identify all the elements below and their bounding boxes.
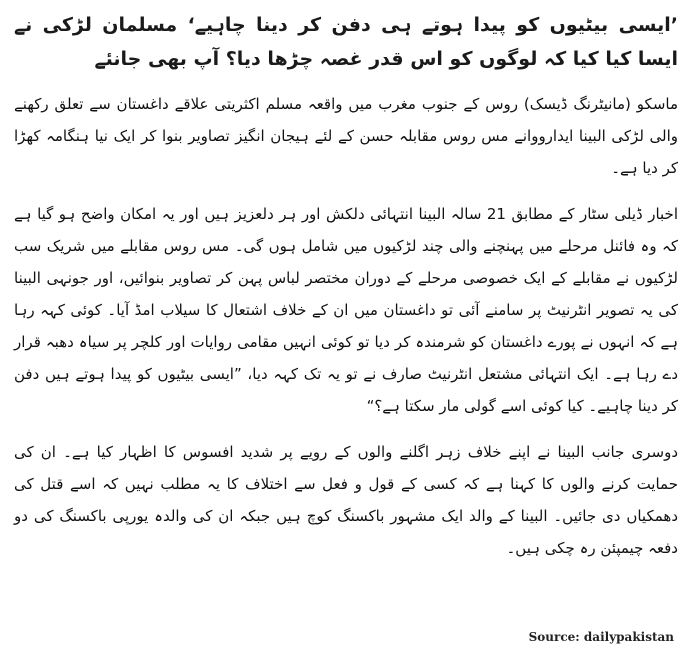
article: [14, 8, 678, 578]
source-credit: Source: dailypakistan: [528, 630, 674, 644]
article-paragraph-3: دوسری جانب البینا نے اپنے خلاف زہر اگلنے والوں کے رویے پر شدید افسوس کا اظہار کیا ہے۔ ان کی حمایت کرنے والوں کا کہنا ہے کہ کسی کے قول و فعل سے اختلاف کا یہ مطلب نہیں کہ اسے قتل کی دھمکیاں دی جائیں۔ البینا کے والد ایک مشہور باکسنگ کوچ ہیں جبکہ ان کی والدہ یورپی باکسنگ کی دو دفعہ چیمپئن رہ چکی ہیں۔: [14, 443, 678, 557]
article-headline: ’ایسی بیٹیوں کو پیدا ہوتے ہی دفن کر دینا چاہیے‘ مسلمان لڑکی نے ایسا کیا کیا کہ لوگوں کو اس قدر غصہ چڑھا دیا؟ آپ بھی جانئے: [14, 14, 678, 70]
article-paragraph-2: اخبار ڈیلی سٹار کے مطابق 21 سالہ البینا انتہائی دلکش اور ہر دلعزیز ہیں اور یہ امکان واضح ہو گیا ہے کہ وہ فائنل مرحلے میں پہنچنے والی چند لڑکیوں میں شامل ہوں گی۔ مس روس مقابلے میں شریک سب لڑکیوں نے مقابلے کے ایک خصوصی مرحلے کے دوران مختصر لباس پہن کر تصاویر بنوائیں، اور جونہی البینا کی یہ تصویر انٹرنیٹ پر سامنے آئی تو داغستان میں ان کے خلاف اشتعال کا سیلاب امڈ آیا۔ کوئی کہہ رہا ہے کہ انہوں نے پورے داغستان کو شرمندہ کر دیا تو کوئی انہیں مقامی روایات اور کلچر پر سیاہ دھبہ قرار دے رہا ہے۔ ایک انتہائی مشتعل انٹرنیٹ صارف نے تو یہ تک کہہ دیا، ”ایسی بیٹیوں کو پیدا ہوتے ہیں دفن کر دینا چاہیے۔ کیا کوئی اسے گولی مار سکتا ہے؟“: [14, 205, 678, 415]
article-paragraph-1: ماسکو (مانیٹرنگ ڈیسک) روس کے جنوب مغرب میں واقعہ مسلم اکثریتی علاقے داغستان سے تعلق رکھنے والی لڑکی البینا ایدارووانے مس روس مقابلہ حسن کے لئے ہیجان انگیز تصاویر بنوا کر ایک نیا ہنگامہ کھڑا کر دیا ہے۔: [14, 95, 678, 177]
